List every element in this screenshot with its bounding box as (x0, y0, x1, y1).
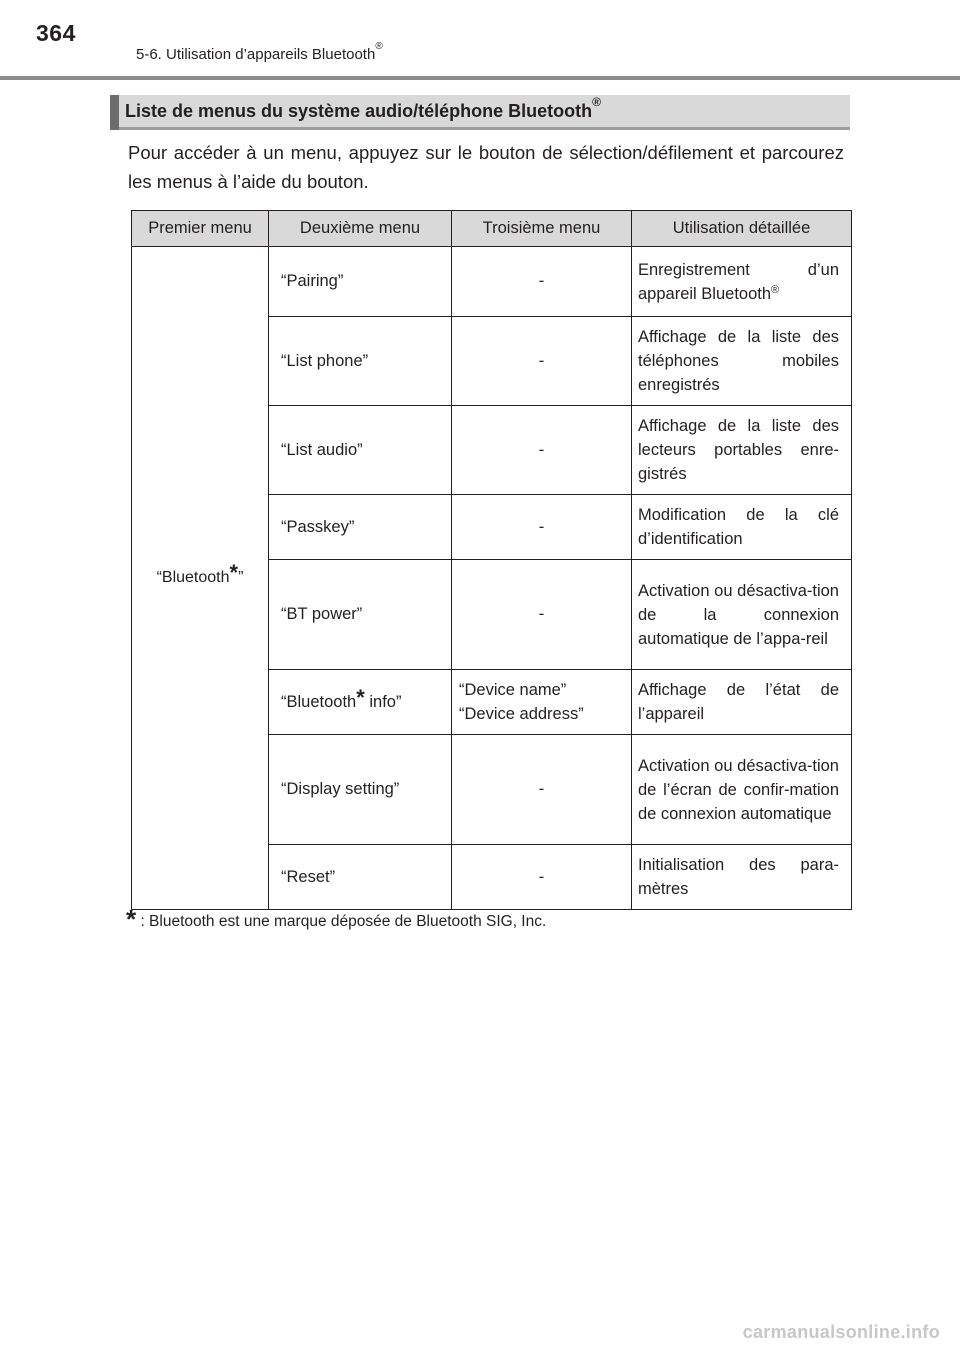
running-header (136, 41, 383, 63)
detail-cell: Activation ou désactiva-tion de l’écran de confir-mation de connexion automatique (632, 735, 852, 845)
detail-cell: Affichage de la liste des lecteurs portables enre-gistrés (632, 406, 852, 495)
column-header-second-menu: Deuxième menu (269, 211, 452, 247)
menu-table (131, 210, 852, 910)
footnote (126, 904, 547, 934)
second-menu-cell: “Passkey” (269, 495, 452, 560)
asterisk-mark: * (356, 684, 365, 710)
header-rule (0, 76, 960, 80)
third-menu-cell: - (452, 560, 632, 670)
third-menu-cell: - (452, 317, 632, 406)
table-row (132, 247, 852, 317)
section-heading-title (125, 95, 601, 122)
second-menu-cell: “List phone” (269, 317, 452, 406)
registered-mark: ® (592, 95, 601, 109)
second-menu-cell: “Reset” (269, 845, 452, 910)
table-header-row (132, 211, 852, 247)
second-menu-cell (269, 670, 452, 735)
asterisk-mark: * (126, 904, 137, 934)
third-menu-cell (452, 670, 632, 735)
footnote-text: : Bluetooth est une marque déposée de Bluetooth SIG, Inc. (140, 913, 547, 930)
detail-cell: Initialisation des para-mètres (632, 845, 852, 910)
detail-cell: Activation ou désactiva-tion de la connexion automatique de l’appa-reil (632, 560, 852, 670)
third-menu-cell: - (452, 845, 632, 910)
second-menu-cell: “List audio” (269, 406, 452, 495)
running-header-text: 5-6. Utilisation d’appareils Bluetooth (136, 46, 376, 63)
second-menu-cell: “Pairing” (269, 247, 452, 317)
watermark: carmanualsonline.info (742, 1322, 940, 1342)
intro-paragraph: Pour accéder à un menu, appuyez sur le bouton de sélection/défilement et parcourez les menus à l’aide du bouton. (128, 142, 844, 192)
detail-cell: Affichage de la liste des téléphones mobiles enregistrés (632, 317, 852, 406)
second-menu-label-suffix: info” (364, 692, 402, 711)
detail-cell (632, 247, 852, 317)
first-menu-quote: ” (238, 569, 244, 586)
third-menu-cell: - (452, 247, 632, 317)
detail-cell: Modification de la clé d’identification (632, 495, 852, 560)
detail-text: Enregistrement d’un appareil Bluetooth (638, 260, 839, 303)
second-menu-label: “Bluetooth (281, 692, 357, 711)
registered-mark: ® (375, 41, 383, 52)
third-menu-cell: - (452, 735, 632, 845)
detail-cell: Affichage de l’état de l’appareil (632, 670, 852, 735)
third-menu-line: “Device name” (459, 681, 567, 699)
page-number: 364 (36, 20, 76, 46)
heading-accent-bar (110, 95, 119, 130)
registered-mark: ® (771, 283, 780, 296)
second-menu-cell: “Display setting” (269, 735, 452, 845)
first-menu-cell (132, 247, 269, 910)
third-menu-cell: - (452, 406, 632, 495)
second-menu-cell: “BT power” (269, 560, 452, 670)
third-menu-cell: - (452, 495, 632, 560)
asterisk-mark: * (229, 560, 239, 585)
third-menu-line: “Device address” (459, 705, 584, 723)
section-heading (110, 95, 850, 130)
column-header-third-menu: Troisième menu (452, 211, 632, 247)
column-header-first-menu: Premier menu (132, 211, 269, 247)
first-menu-label: “Bluetooth (156, 569, 230, 586)
column-header-detail: Utilisation détaillée (632, 211, 852, 247)
section-heading-text: Liste de menus du système audio/téléphone Bluetooth (125, 101, 593, 121)
